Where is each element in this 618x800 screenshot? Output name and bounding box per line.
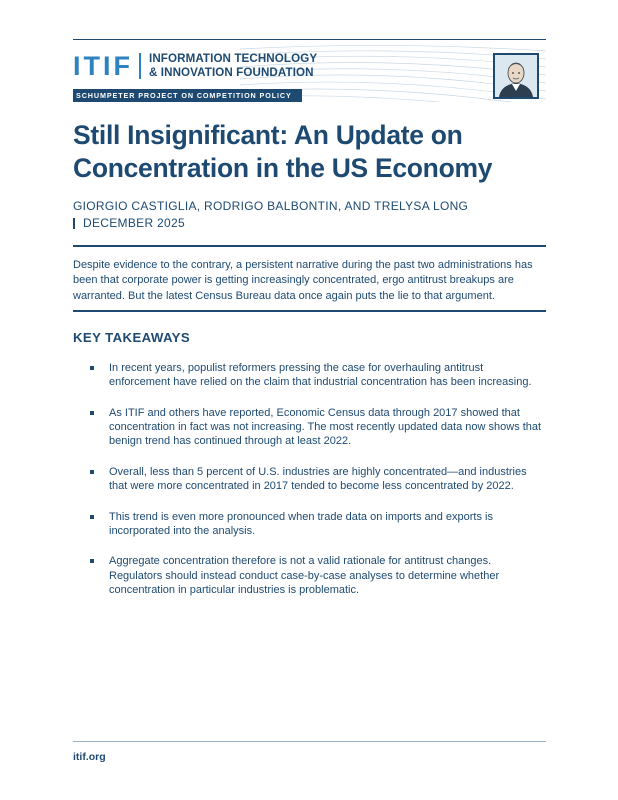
- bullet-icon: [90, 366, 94, 370]
- abstract-top-rule: [73, 245, 546, 247]
- authors: GIORGIO CASTIGLIA, RODRIGO BALBONTIN, AND TRELYSA LONG: [73, 199, 469, 213]
- takeaway-text: As ITIF and others have reported, Economic Census data through 2017 showed that concentration in fact was not increasing. The most recently updated data now shows that benign trend has continued through at least 2022.: [109, 406, 542, 448]
- org-name: [149, 52, 317, 80]
- takeaway-item: [73, 361, 546, 389]
- portrait-image: [493, 53, 539, 99]
- org-name-line2: & INNOVATION FOUNDATION: [149, 66, 314, 79]
- takeaway-item: [73, 554, 546, 597]
- bullet-icon: [90, 470, 94, 474]
- takeaway-text: Aggregate concentration therefore is not a valid rationale for antitrust changes. Regulators should instead conduct case-by-case analyses to determine whether concentration in particular industries is problematic.: [109, 555, 500, 596]
- bullet-icon: [90, 559, 94, 563]
- date-text: DECEMBER 2025: [83, 216, 185, 230]
- footer-website-link[interactable]: itif.org: [73, 751, 106, 763]
- takeaway-text: This trend is even more pronounced when trade data on imports and exports is incorporated into the analysis.: [109, 510, 493, 537]
- date-marker: [73, 218, 75, 229]
- page-title: [73, 119, 543, 185]
- org-name-line1: INFORMATION TECHNOLOGY: [149, 52, 318, 65]
- key-takeaways-heading: KEY TAKEAWAYS: [73, 330, 191, 345]
- abstract-bottom-rule: [73, 310, 546, 312]
- logo-divider: [139, 53, 141, 79]
- takeaway-item: [73, 510, 546, 538]
- itif-logo: [73, 52, 317, 80]
- takeaway-item: [73, 406, 546, 449]
- logo-mark: ITIF: [73, 51, 133, 81]
- key-takeaways-list: [73, 361, 546, 613]
- bullet-icon: [90, 411, 94, 415]
- bullet-icon: [90, 515, 94, 519]
- abstract: Despite evidence to the contrary, a persistent narrative during the past two administrations has been that corporate power is getting increasingly concentrated, ergo antitrust breakups are warranted. But the latest Census Bureau data once again puts the lie to that argument.: [73, 259, 533, 302]
- header-top-rule: [73, 39, 546, 40]
- takeaway-text: Overall, less than 5 percent of U.S. industries are highly concentrated—and industries that were more concentrated in 2017 tended to become less concentrated by 2022.: [109, 465, 527, 492]
- takeaway-item: [73, 465, 546, 493]
- title-line-1: Still Insignificant: An Update on: [73, 120, 463, 150]
- footer-rule: [73, 741, 546, 742]
- project-banner: SCHUMPETER PROJECT ON COMPETITION POLICY: [73, 89, 302, 102]
- takeaway-text: In recent years, populist reformers pressing the case for overhauling antitrust enforcement have relied on the claim that industrial concentration has been increasing.: [109, 362, 532, 389]
- publication-date: [73, 215, 185, 231]
- title-line-2: Concentration in the US Economy: [73, 153, 493, 183]
